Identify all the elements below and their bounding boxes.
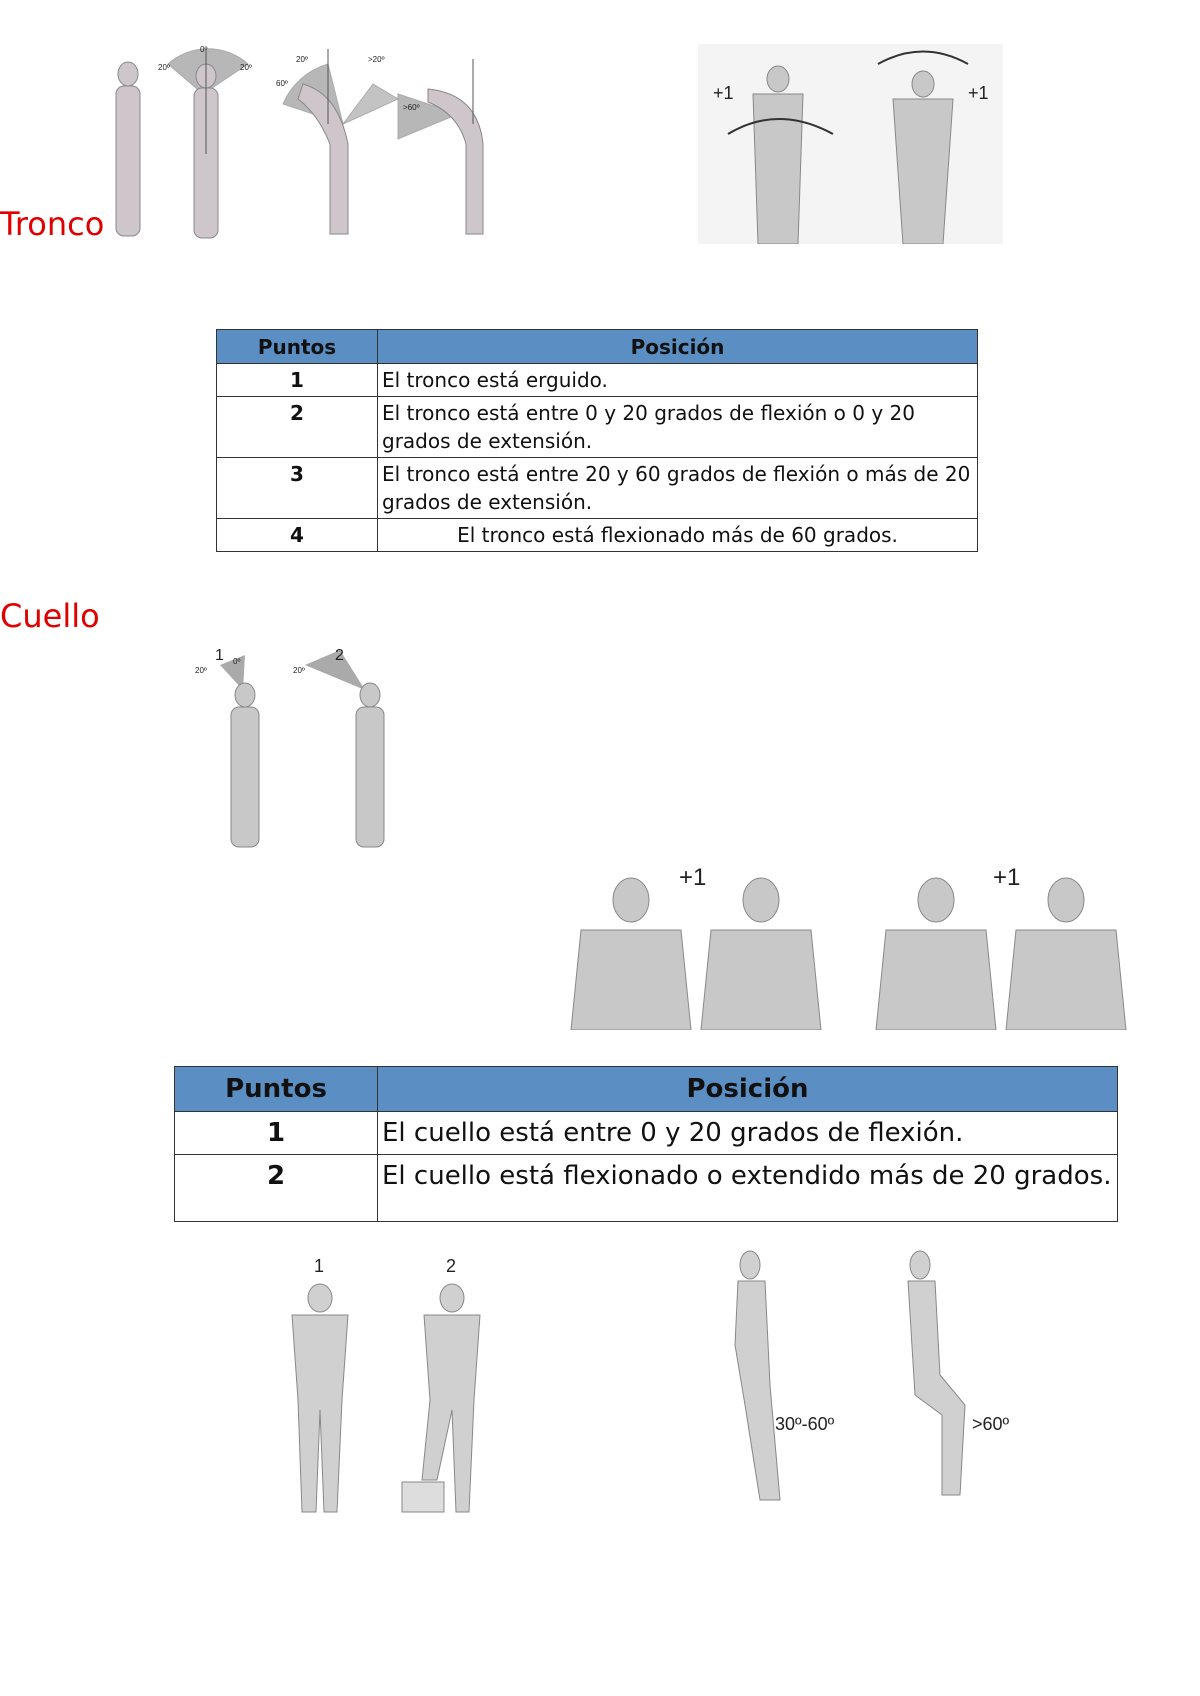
table-row: [217, 397, 978, 458]
label-gt20deg: >20º: [368, 55, 385, 64]
position-cell: El cuello está flexionado o extendido más de 20 grados.: [378, 1155, 1118, 1222]
plus-one-label: +1: [713, 83, 734, 103]
label-0deg: 0º: [200, 45, 208, 54]
neck-twist-illustration: [561, 860, 1135, 1030]
column-header-posicion: Posición: [378, 1067, 1118, 1112]
table-row: [217, 364, 978, 397]
plus-one-label: +1: [968, 83, 989, 103]
tronco-score-table: [216, 329, 978, 552]
label-20deg: 20º: [158, 63, 170, 72]
trunk-flexion-illustration: [98, 44, 548, 244]
table-row: [175, 1112, 1118, 1155]
table-row: [217, 519, 978, 552]
label-20deg: 20º: [293, 666, 305, 675]
points-cell: 2: [217, 397, 378, 458]
label-60deg: 60º: [276, 79, 288, 88]
column-header-puntos: Puntos: [175, 1067, 378, 1112]
label-30-60deg: 30º-60º: [775, 1414, 835, 1434]
points-cell: 4: [217, 519, 378, 552]
knee-flexion-illustration: [720, 1245, 1020, 1505]
plus-one-label: +1: [993, 864, 1021, 891]
legs-support-illustration: [262, 1250, 512, 1520]
neck-flexion-illustration: [175, 640, 395, 850]
column-header-posicion: Posición: [378, 330, 978, 364]
points-cell: 2: [175, 1155, 378, 1222]
position-cell: El cuello está entre 0 y 20 grados de flexión.: [378, 1112, 1118, 1155]
option-2-label: 2: [335, 647, 344, 664]
option-1-label: 1: [314, 1256, 325, 1276]
position-cell: El tronco está flexionado más de 60 grados.: [378, 519, 978, 552]
section-title-tronco: Tronco: [0, 205, 105, 243]
points-cell: 1: [217, 364, 378, 397]
position-cell: El tronco está entre 0 y 20 grados de flexión o 0 y 20 grados de extensión.: [378, 397, 978, 458]
points-cell: 3: [217, 458, 378, 519]
label-20deg: 20º: [296, 55, 308, 64]
label-20deg: 20º: [195, 666, 207, 675]
label-gt60deg: >60º: [972, 1414, 1010, 1434]
table-row: [175, 1155, 1118, 1222]
column-header-puntos: Puntos: [217, 330, 378, 364]
section-title-cuello: Cuello: [0, 597, 100, 635]
position-cell: El tronco está erguido.: [378, 364, 978, 397]
option-2-label: 2: [446, 1256, 457, 1276]
position-cell: El tronco está entre 20 y 60 grados de flexión o más de 20 grados de extensión.: [378, 458, 978, 519]
trunk-twist-illustration: [698, 44, 1003, 244]
cuello-score-table: [174, 1066, 1118, 1222]
option-1-label: 1: [215, 647, 224, 664]
table-row: [217, 458, 978, 519]
points-cell: 1: [175, 1112, 378, 1155]
label-20deg: 20º: [240, 63, 252, 72]
plus-one-label: +1: [679, 864, 707, 891]
label-0deg: 0º: [233, 657, 241, 666]
label-gt60deg: >60º: [403, 103, 420, 112]
